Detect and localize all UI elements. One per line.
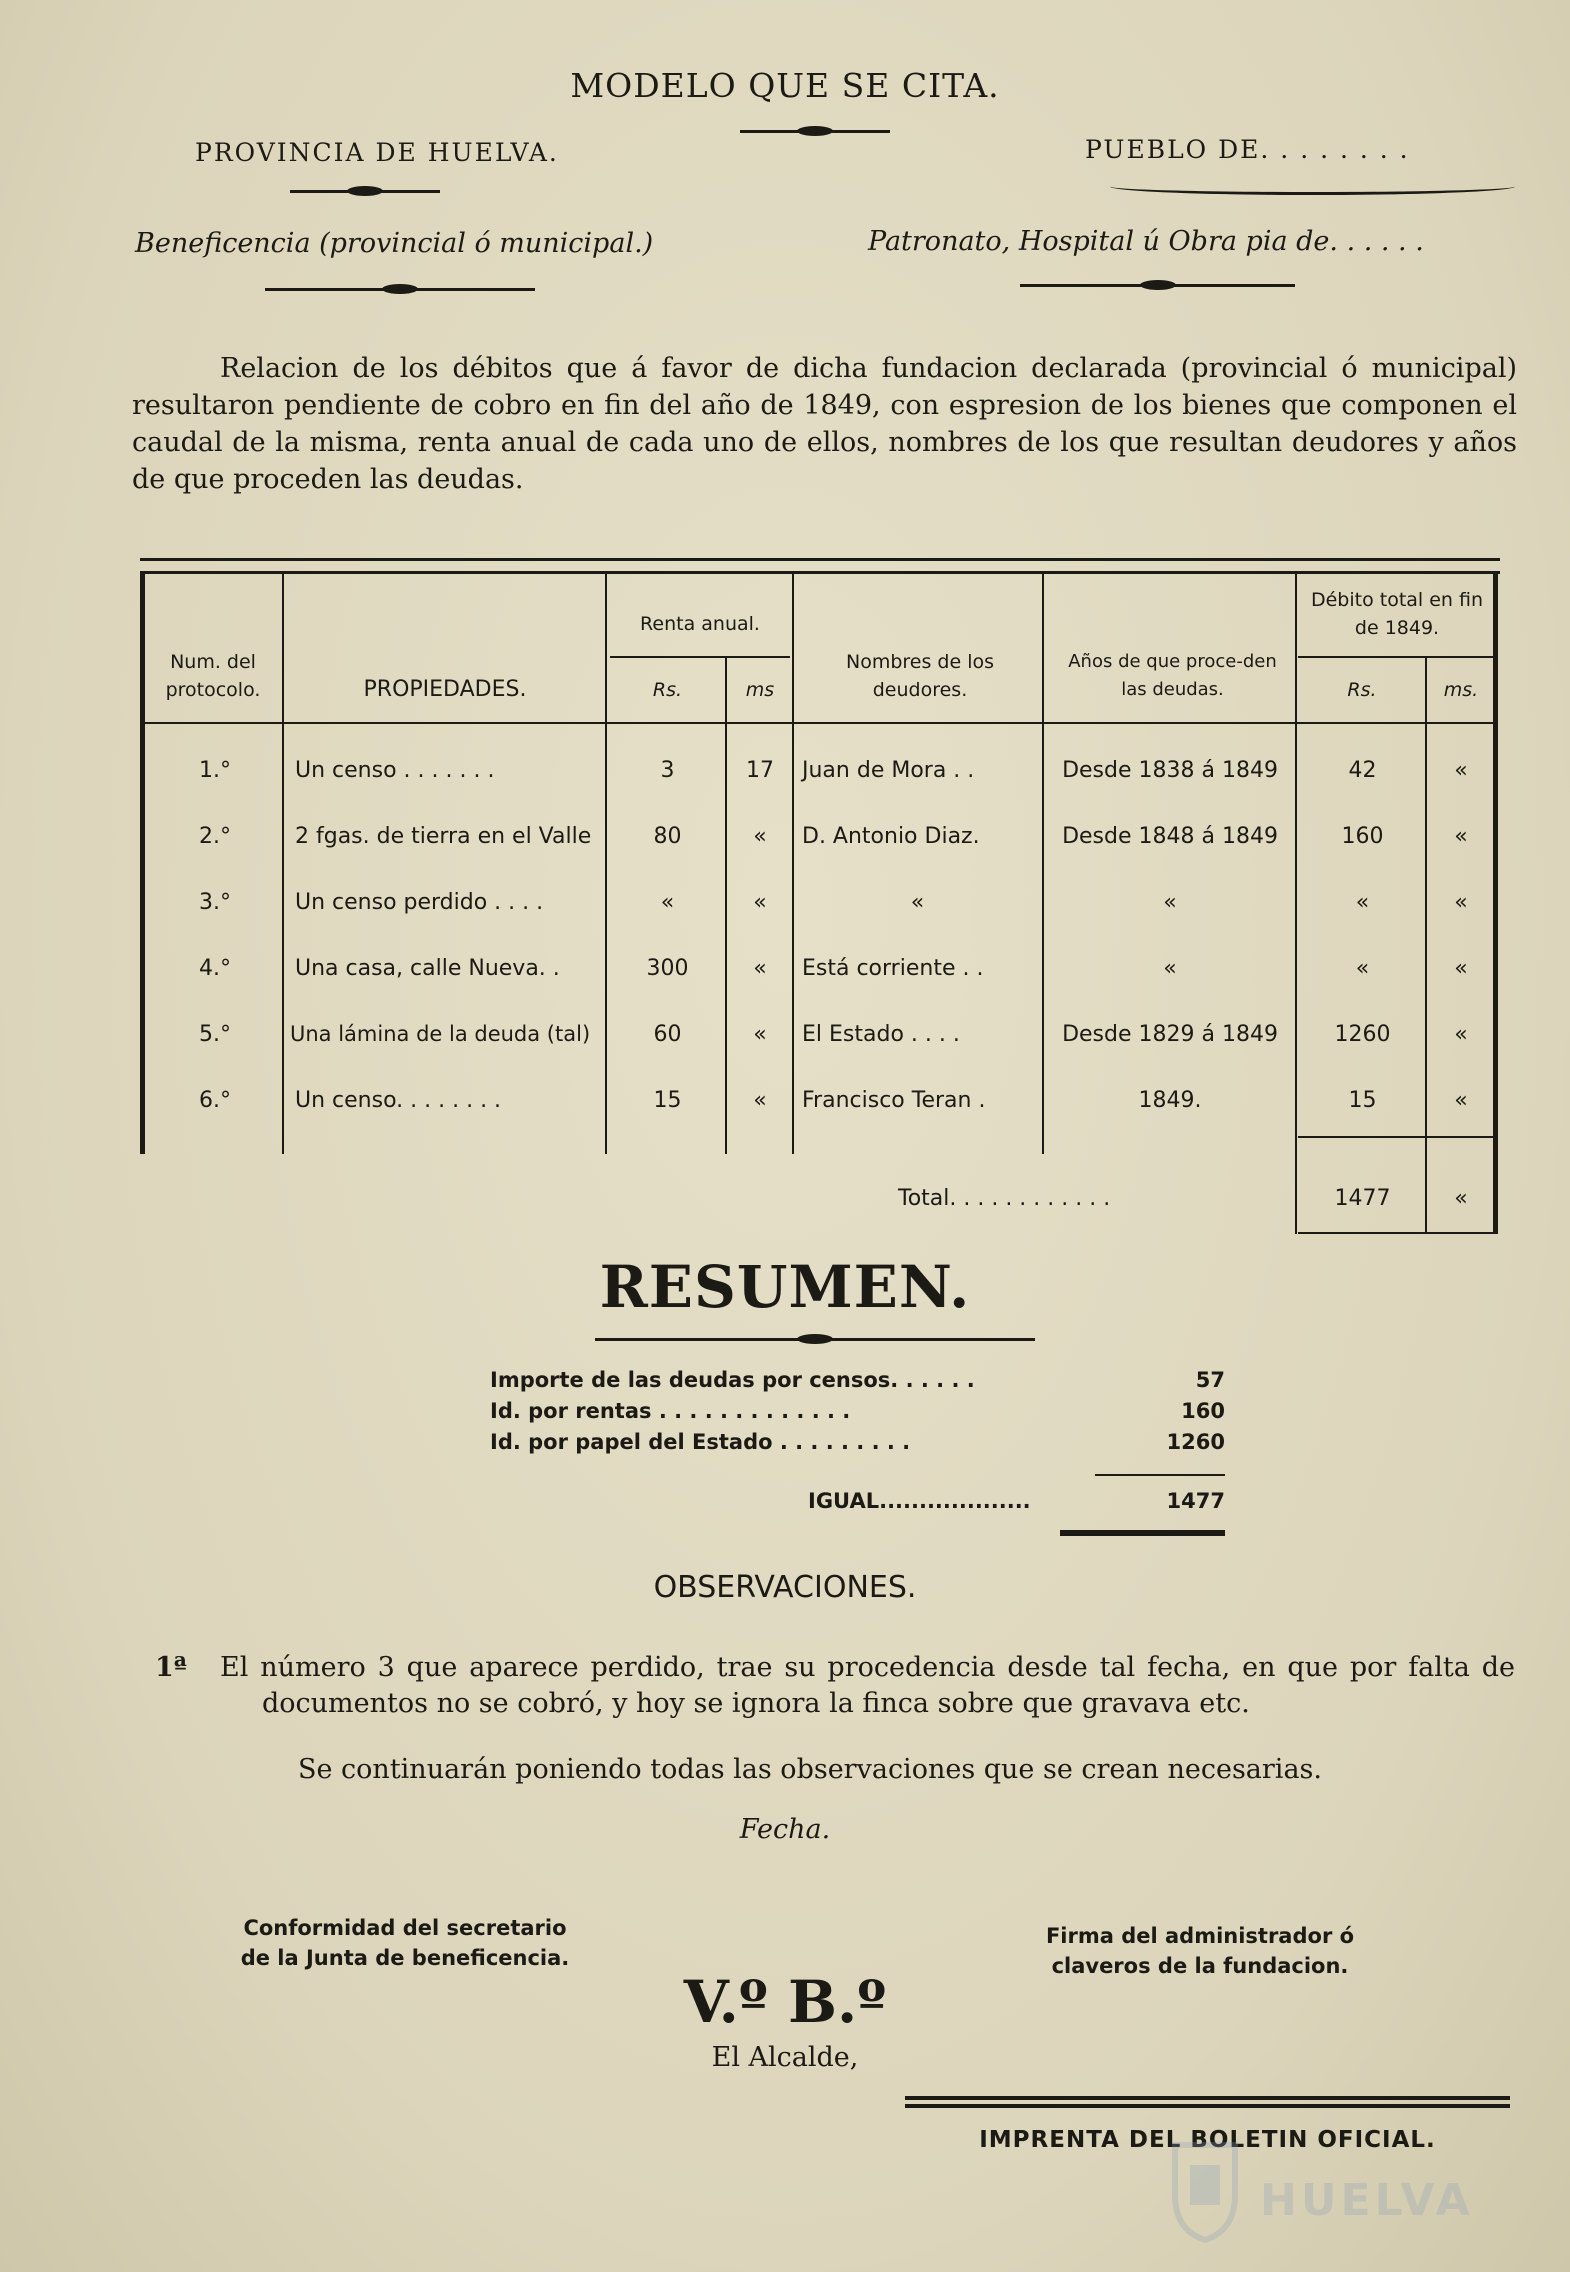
stamp-text: HUELVA <box>1260 2175 1474 2226</box>
header-renta-ms: ms <box>745 679 775 701</box>
header-debito-rs: Rs. <box>1347 679 1377 701</box>
footer-rule-2 <box>905 2104 1510 2108</box>
resumen-line-value: 57 <box>1195 1368 1225 1392</box>
header-deudores: Nombres de los deudores. <box>845 651 995 701</box>
footer-rule-1 <box>905 2096 1510 2100</box>
beneficence-ornament <box>265 288 535 291</box>
imprenta-label: IMPRENTA DEL BOLETIN OFICIAL. <box>979 2127 1436 2153</box>
total-ms: « <box>1454 1186 1468 1211</box>
visto-bueno: V.º B.º <box>683 1968 887 2036</box>
header-propiedades: PROPIEDADES. <box>363 677 527 702</box>
igual-value: 1477 <box>1166 1489 1225 1513</box>
secretario-signature: Conformidad del secretario de la Junta de beneficencia. <box>240 1916 570 1970</box>
town-ornament <box>1110 178 1515 195</box>
header-renta: Renta anual. <box>640 613 760 635</box>
observation-number: 1ª <box>155 1652 187 1683</box>
document-title: MODELO QUE SE CITA. <box>570 66 1000 105</box>
resumen-title: RESUMEN. <box>599 1253 971 1321</box>
province-ornament <box>290 190 440 193</box>
fecha: Fecha. <box>739 1814 831 1845</box>
intro-paragraph: Relacion de los débitos que á favor de dicha fundacion declarada (provincial ó municipal) resultaron pendiente de cobro en fin del año de 1849, con espresion de los bienes que componen el caudal de la misma, renta anual de cada uno de ellos, nombres de los que resultan deudores y años de que proceden las deudas. <box>132 353 1517 495</box>
resumen-line-value: 160 <box>1181 1399 1225 1423</box>
header-anos: Años de que proce-den las deudas. <box>1068 651 1277 700</box>
observation-text-2: documentos no se cobró, y hoy se ignora la finca sobre que gravava etc. <box>262 1688 1250 1719</box>
table-right-border <box>1493 574 1498 1234</box>
igual-label: IGUAL................... <box>808 1489 1031 1513</box>
patronage-ornament <box>1020 284 1295 287</box>
resumen-line-label: Id. por rentas . . . . . . . . . . . . . <box>490 1399 851 1423</box>
resumen-line-label: Importe de las deudas por censos. . . . . . <box>490 1368 975 1392</box>
town-label: PUEBLO DE. . . . . . . . <box>1085 135 1410 164</box>
debts-table: Num. del protocolo. PROPIEDADES. Renta anual. Rs. ms Nombres de los deudores. Años de que proce-den las deudas. Débito total en fin de 1849. Rs. ms. 1.° Un censo . . . . . . . 3 17 Juan de Mora . . Desde 1838 á 1849 42 « 2.° 2 fgas. de tierra en el Valle 80 « D. Antonio Diaz. Desde 1848 á 1849 160 « 3.° Un censo perdido . . . . « « « « « « 4.° Una casa, calle Nueva. . 300 « Está corriente . . « « « 5.° Una lámina de la deuda (tal) 60 « El Estado . . . . Desde 1829 á 1849 1260 « 6.° Un censo. . . . . . . . 15 « Francisco Teran . 1849. 15 « Total. . . . . . . . . . . . 1477 « <box>140 558 1500 1233</box>
province-label: PROVINCIA DE HUELVA. <box>195 138 559 167</box>
header-renta-rs: Rs. <box>652 679 683 701</box>
title-ornament <box>740 130 890 133</box>
header-rule <box>140 722 1495 724</box>
sum-rule <box>1095 1474 1225 1476</box>
resumen-ornament <box>595 1338 1035 1341</box>
resumen-line-label: Id. por papel del Estado . . . . . . . . . <box>490 1430 911 1454</box>
shield-icon <box>1165 2135 1245 2245</box>
observaciones-title: OBSERVACIONES. <box>653 1570 917 1605</box>
administrador-signature: Firma del administrador ó claveros de la fundacion. <box>1045 1924 1355 1978</box>
alcalde: El Alcalde, <box>711 2042 859 2073</box>
total-rs: 1477 <box>1334 1186 1391 1211</box>
archive-stamp <box>1165 2135 1545 2245</box>
header-debito: Débito total en fin de 1849. <box>1310 589 1484 639</box>
header-num: Num. del protocolo. <box>165 651 261 701</box>
double-rule <box>1060 1530 1225 1536</box>
beneficence-label: Beneficencia (provincial ó municipal.) <box>135 228 654 259</box>
header-debito-ms: ms. <box>1443 679 1479 701</box>
observation-text-1: El número 3 que aparece perdido, trae su procedencia desde tal fecha, en que por falta de <box>220 1652 1515 1683</box>
patronage-label: Patronato, Hospital ú Obra pia de. . . . . . <box>868 226 1424 257</box>
total-label: Total. . . . . . . . . . . . <box>898 1186 1111 1211</box>
table-left-border <box>140 574 145 1154</box>
resumen-line-value: 1260 <box>1166 1430 1225 1454</box>
observation-text-3: Se continuarán poniendo todas las observaciones que se crean necesarias. <box>298 1754 1322 1785</box>
table-top-rule <box>140 558 1500 574</box>
